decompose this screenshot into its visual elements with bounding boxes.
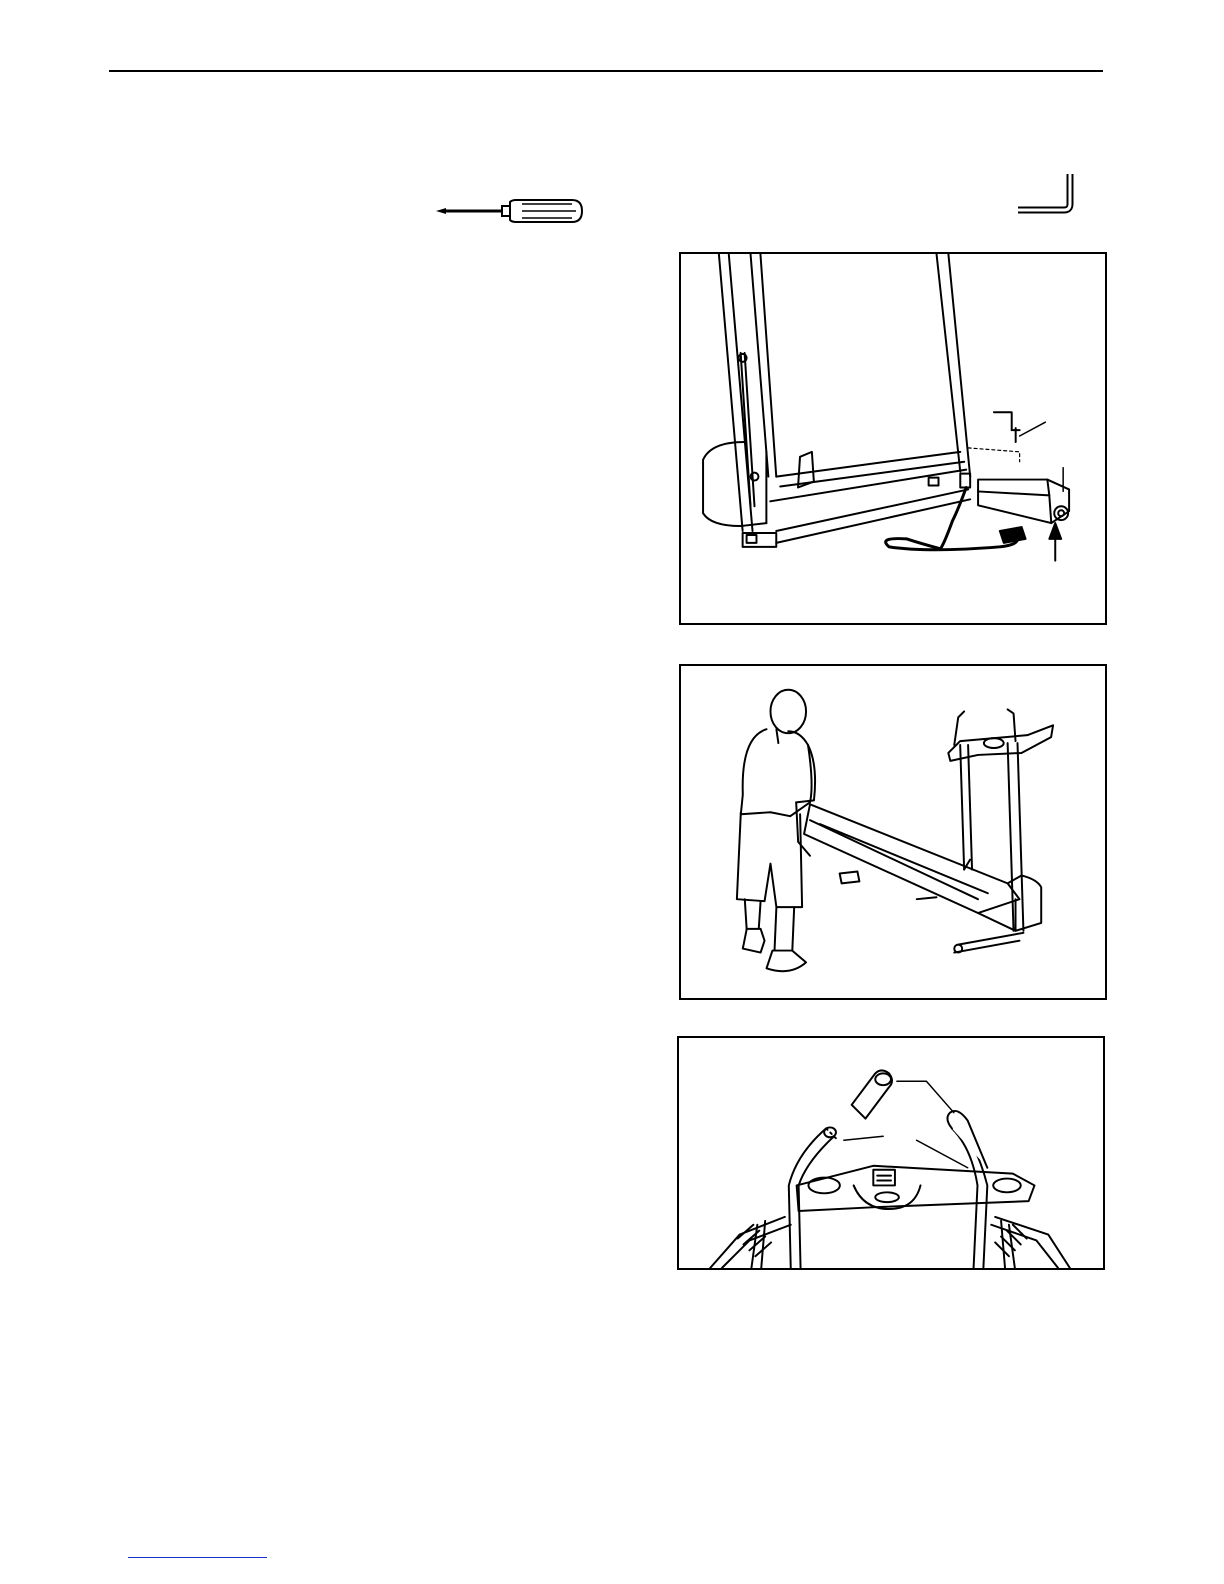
footnote-link-rule	[128, 1557, 267, 1558]
screwdriver-icon	[432, 197, 584, 225]
figure-1-base-assembly	[679, 252, 1107, 625]
allen-wrench-icon	[1014, 172, 1078, 214]
figure-2-lowering-frame	[679, 664, 1107, 1000]
header-rule	[109, 70, 1103, 72]
figure-3-handrail-grips	[677, 1036, 1105, 1270]
